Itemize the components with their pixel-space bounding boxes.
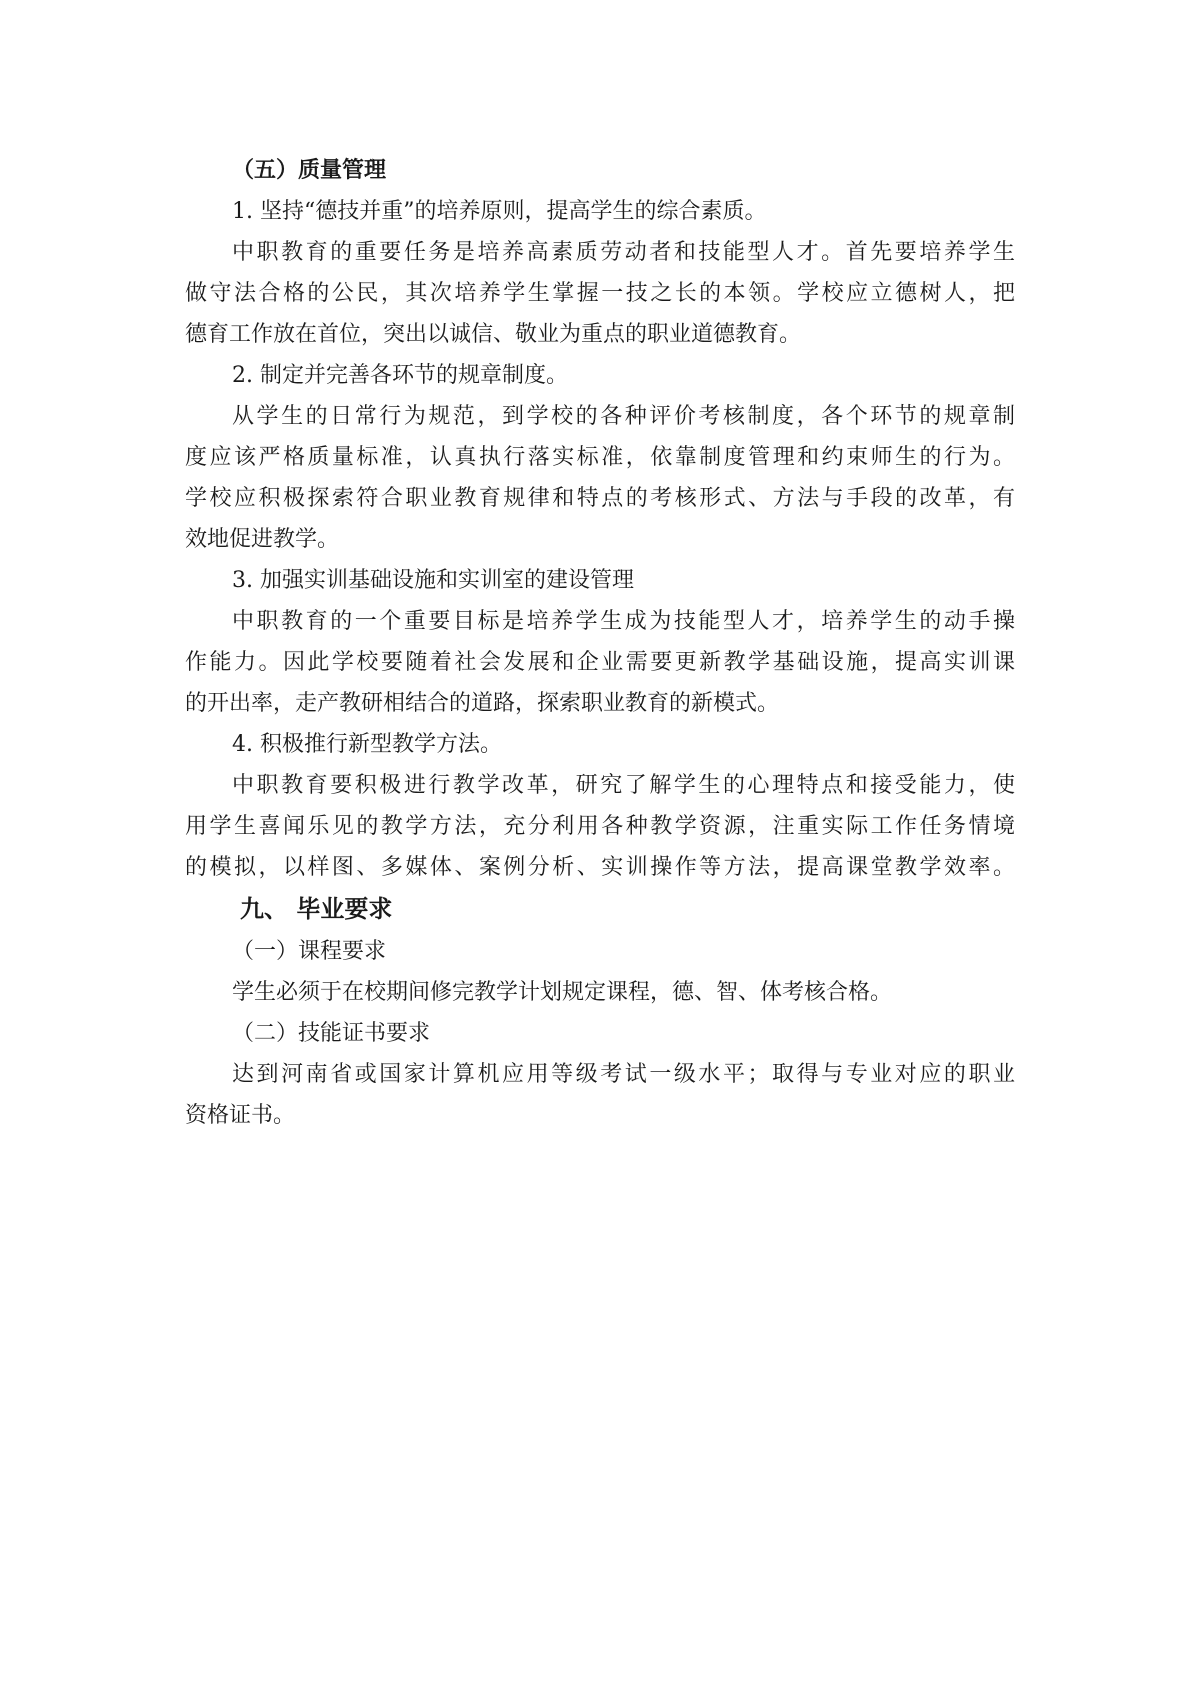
paragraph-line: 中职教育的一个重要目标是培养学生成为技能型人才，培养学生的动手操 <box>232 609 1015 634</box>
paragraph-line: 达到河南省或国家计算机应用等级考试一级水平；取得与专业对应的职业 <box>232 1062 1015 1087</box>
graduation-requirements-heading: 九、 毕业要求 <box>240 895 393 923</box>
item1-paragraph <box>185 232 1015 355</box>
paragraph-line: 作能力。因此学校要随着社会发展和企业需要更新教学基础设施，提高实训课 <box>185 650 1015 675</box>
quality-management-heading: （五）质量管理 <box>232 158 387 183</box>
item2-title: 2. 制定并完善各环节的规章制度。 <box>232 363 568 388</box>
item2-paragraph <box>185 396 1015 560</box>
item3-title: 3. 加强实训基础设施和实训室的建设管理 <box>232 568 634 593</box>
document-content <box>185 150 1015 1136</box>
course-requirements-text: 学生必须于在校期间修完教学计划规定课程，德、智、体考核合格。 <box>232 980 893 1005</box>
certificate-requirements-heading: （二）技能证书要求 <box>232 1021 431 1046</box>
paragraph-line: 从学生的日常行为规范，到学校的各种评价考核制度，各个环节的规章制 <box>232 404 1015 429</box>
paragraph-line: 中职教育的重要任务是培养高素质劳动者和技能型人才。首先要培养学生 <box>232 240 1015 265</box>
item4-title: 4. 积极推行新型教学方法。 <box>232 732 502 757</box>
item4-paragraph <box>185 765 1015 888</box>
paragraph-line: 效地促进教学。 <box>185 527 340 552</box>
paragraph-line: 用学生喜闻乐见的教学方法，充分利用各种教学资源，注重实际工作任务情境 <box>185 814 1015 839</box>
paragraph-line: 做守法合格的公民，其次培养学生掌握一技之长的本领。学校应立德树人，把 <box>185 281 1015 306</box>
item1-title: 1. 坚持“德技并重”的培养原则，提高学生的综合素质。 <box>232 199 767 224</box>
certificate-requirements-paragraph <box>185 1054 1015 1136</box>
item3-paragraph <box>185 601 1015 724</box>
paragraph-line: 的模拟，以样图、多媒体、案例分析、实训操作等方法，提高课堂教学效率。 <box>185 855 1015 880</box>
course-requirements-heading: （一）课程要求 <box>232 939 387 964</box>
paragraph-line: 德育工作放在首位，突出以诚信、敬业为重点的职业道德教育。 <box>185 322 802 347</box>
paragraph-line: 的开出率，走产教研相结合的道路，探索职业教育的新模式。 <box>185 691 780 716</box>
paragraph-line: 中职教育要积极进行教学改革，研究了解学生的心理特点和接受能力，使 <box>232 773 1015 798</box>
paragraph-line: 度应该严格质量标准，认真执行落实标准，依靠制度管理和约束师生的行为。 <box>185 445 1015 470</box>
paragraph-line: 学校应积极探索符合职业教育规律和特点的考核形式、方法与手段的改革，有 <box>185 486 1015 511</box>
paragraph-line: 资格证书。 <box>185 1103 296 1128</box>
